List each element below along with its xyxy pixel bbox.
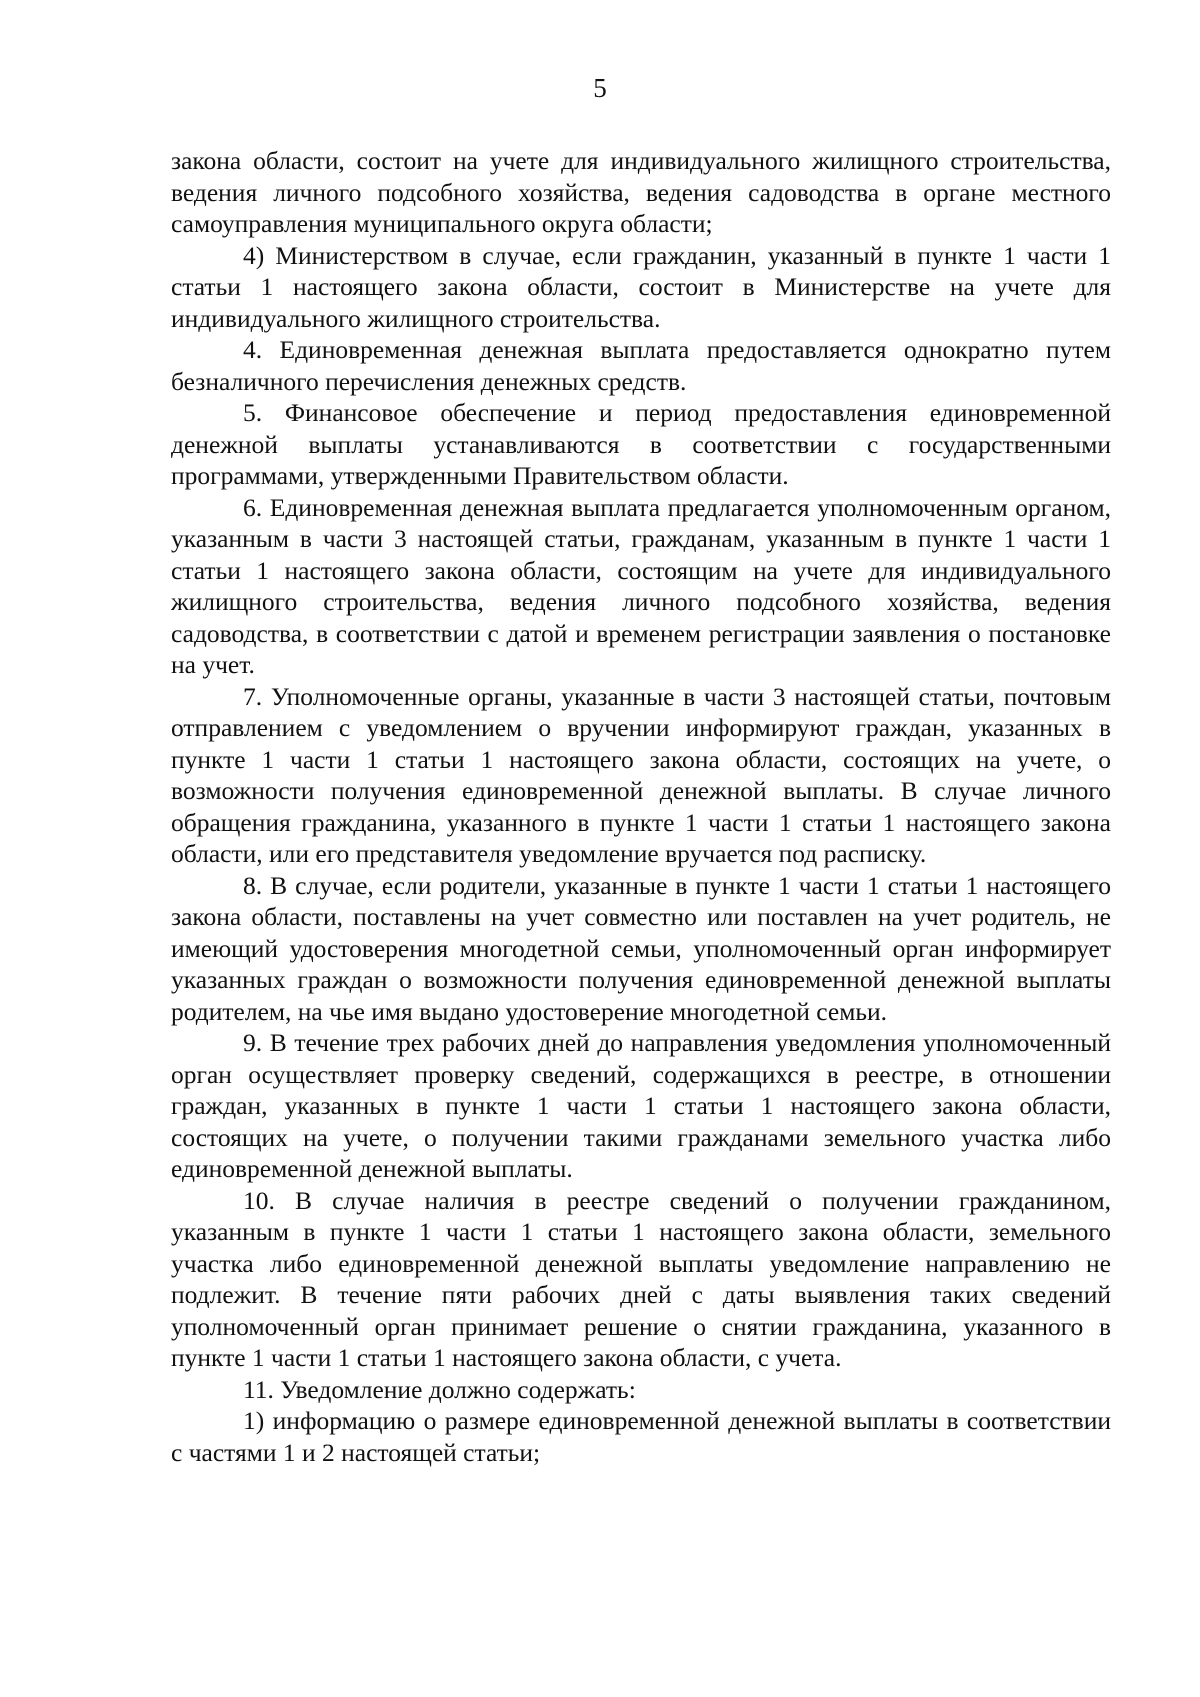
paragraph-item-4-ministry: 4) Министерством в случае, если гражданин, указанный в пункте 1 части 1 статьи 1 настоящего закона области, состоит в Министерстве на учете для индивидуального жилищного строительства. xyxy=(171,240,1111,333)
paragraph-4: 4. Единовременная денежная выплата предоставляется однократно путем безналичного перечисления денежных средств. xyxy=(171,335,1111,396)
paragraph-11-item-1: 1) информацию о размере единовременной денежной выплаты в соответствии с частями 1 и 2 настоящей статьи; xyxy=(171,1406,1111,1467)
paragraph-11: 11. Уведомление должно содержать: xyxy=(243,1374,636,1404)
document-body xyxy=(171,145,1111,1468)
paragraph-5: 5. Финансовое обеспечение и период предоставления единовременной денежной выплаты устанавливаются в соответствии с государственными программами, утвержденными Правительством области. xyxy=(171,398,1111,490)
paragraph-10: 10. В случае наличия в реестре сведений о получении гражданином, указанным в пункте 1 части 1 статьи 1 настоящего закона области, земельного участка либо единовременной денежной выплаты уведомление направлению не подлежит. В течение пяти рабочих дней с даты выявления таких сведений уполномоченный орган принимает решение о снятии гражданина, указанного в пункте 1 части 1 статьи 1 настоящего закона области, с учета. xyxy=(171,1185,1111,1372)
paragraph-6: 6. Единовременная денежная выплата предлагается уполномоченным органом, указанным в части 3 настоящей статьи, гражданам, указанным в пункте 1 части 1 статьи 1 настоящего закона области, состоящим на учете для индивидуального жилищного строительства, ведения личного подсобного хозяйства, ведения садоводства, в соответствии с датой и временем регистрации заявления о постановке на учет. xyxy=(171,492,1111,679)
paragraph-7: 7. Уполномоченные органы, указанные в части 3 настоящей статьи, почтовым отправлением с уведомлением о вручении информируют граждан, указанных в пункте 1 части 1 статьи 1 настоящего закона области, состоящих на учете, о возможности получения единовременной денежной выплаты. В случае личного обращения гражданина, указанного в пункте 1 части 1 статьи 1 настоящего закона области, или его представителя уведомление вручается под расписку. xyxy=(171,681,1111,868)
paragraph-continuation: закона области, состоит на учете для индивидуального жилищного строительства, ведения личного подсобного хозяйства, ведения садоводства в органе местного самоуправления муниципального округа области; xyxy=(171,146,1111,238)
paragraph-9: 9. В течение трех рабочих дней до направления уведомления уполномоченный орган осуществляет проверку сведений, содержащихся в реестре, в отношении граждан, указанных в пункте 1 части 1 статьи 1 настоящего закона области, состоящих на учете, о получении такими гражданами земельного участка либо единовременной денежной выплаты. xyxy=(171,1028,1111,1183)
paragraph-8: 8. В случае, если родители, указанные в пункте 1 части 1 статьи 1 настоящего закона области, поставлены на учет совместно или поставлен на учет родитель, не имеющий удостоверения многодетной семьи, уполномоченный орган информирует указанных граждан о возможности получения единовременной денежной выплаты родителем, на чье имя выдано удостоверение многодетной семьи. xyxy=(171,870,1111,1026)
page-number: 5 xyxy=(593,73,607,103)
